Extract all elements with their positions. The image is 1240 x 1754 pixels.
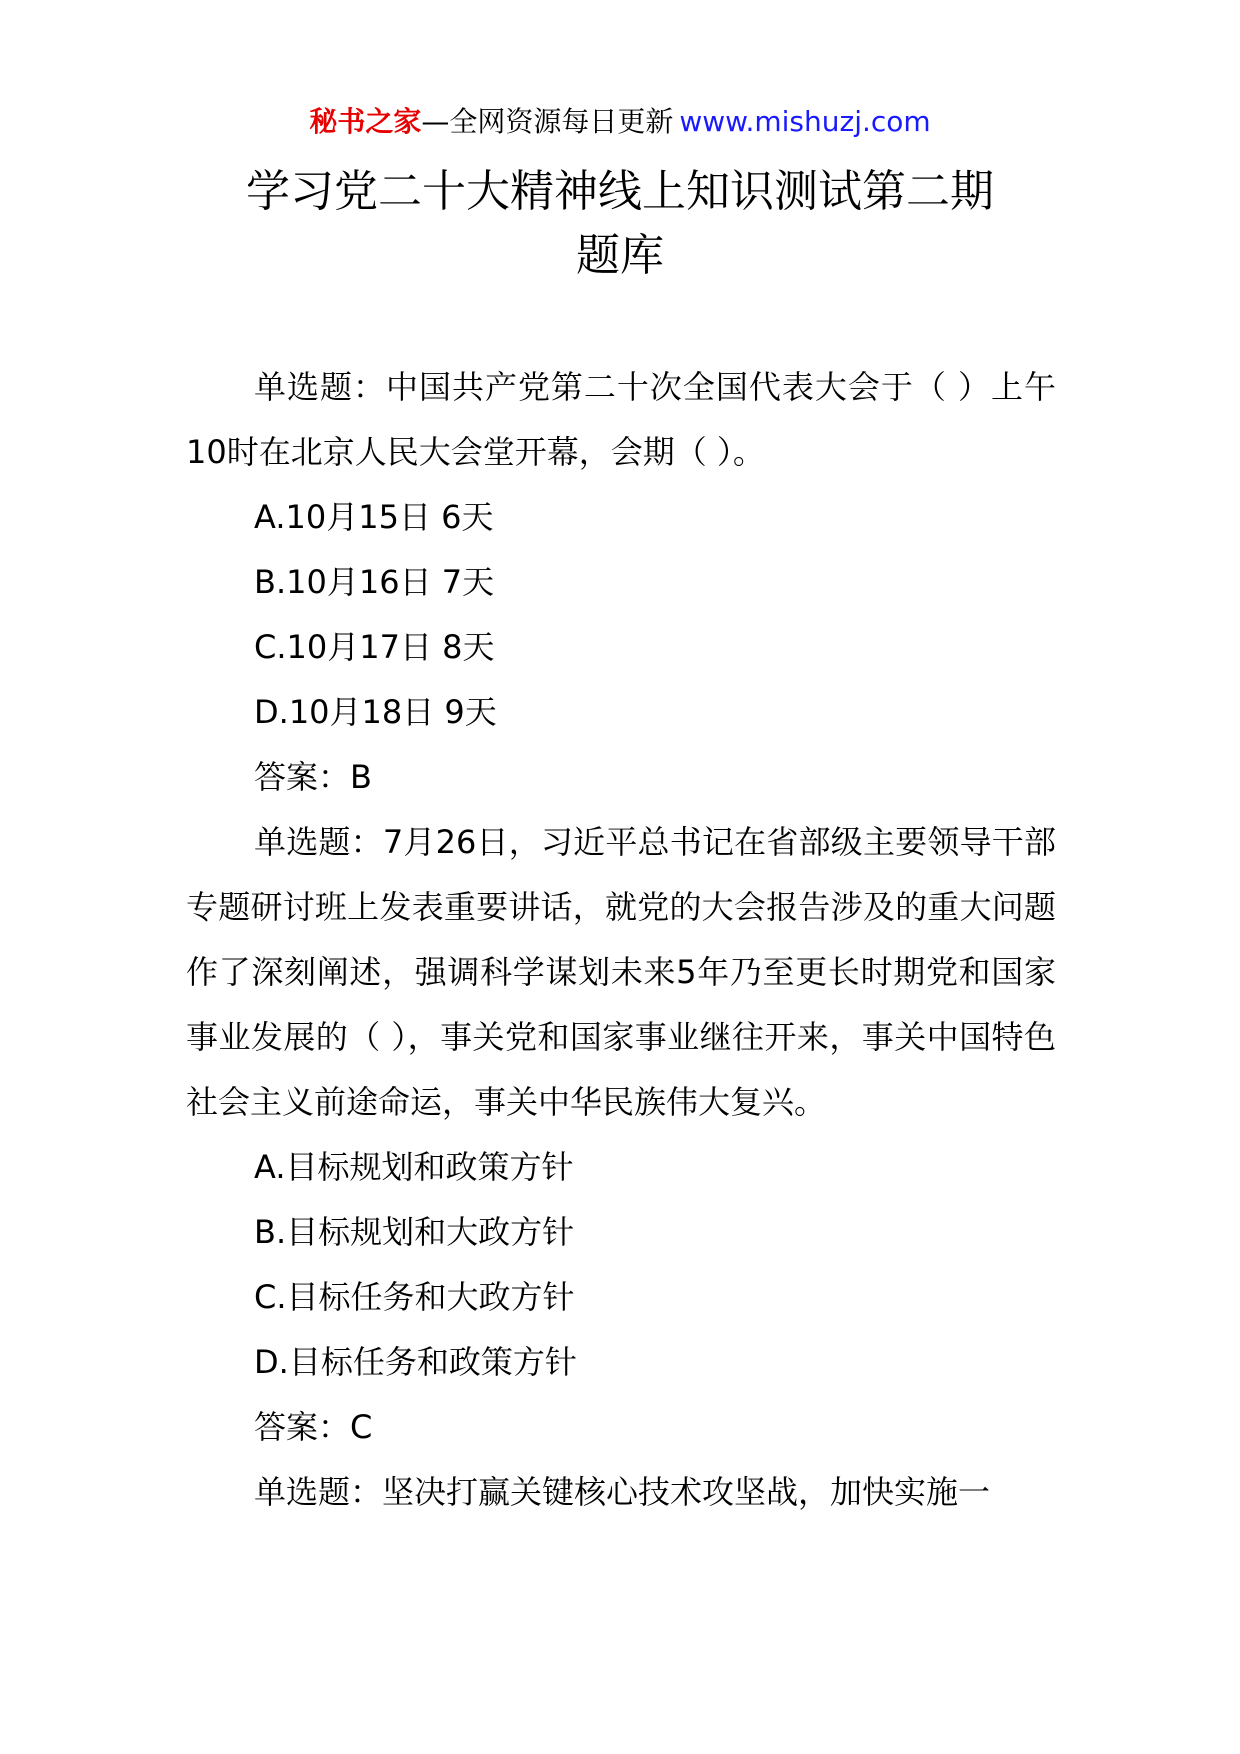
question-stem: 单选题：坚决打赢关键核心技术攻坚战，加快实施一 <box>254 1473 991 1511</box>
question-content <box>186 355 1056 1525</box>
option-c: C.10月17日 8天 <box>254 628 495 666</box>
question-stem: 单选题：7月26日，习近平总书记在省部级主要领导干部专题研讨班上发表重要讲话，就党的大会报告涉及的重大问题作了深刻阐述，强调科学谋划未来5年乃至更长时期党和国家事业发展的（ ），事关党和国家事业继往开来，事关中国特色社会主义前途命运，事关中华民族伟大复兴。 <box>186 823 1056 1121</box>
title-line-2: 题库 <box>576 230 664 281</box>
option-a: A.10月15日 6天 <box>254 498 494 536</box>
option-a: A.目标规划和政策方针 <box>254 1148 574 1186</box>
site-header <box>0 102 1240 142</box>
option-c: C.目标任务和大政方针 <box>254 1278 575 1316</box>
site-tagline: —全网资源每日更新 <box>421 105 674 138</box>
option-b: B.10月16日 7天 <box>254 563 495 601</box>
answer-line: 答案：C <box>254 1408 373 1446</box>
option-b: B.目标规划和大政方针 <box>254 1213 575 1251</box>
option-d: D.目标任务和政策方针 <box>254 1343 577 1381</box>
site-url-link[interactable]: www.mishuzj.com <box>679 105 931 138</box>
brand-name: 秘书之家 <box>309 105 422 138</box>
title-line-1: 学习党二十大精神线上知识测试第二期 <box>246 166 994 217</box>
answer-line: 答案：B <box>254 758 372 796</box>
document-title <box>0 160 1240 288</box>
option-d: D.10月18日 9天 <box>254 693 497 731</box>
question-stem: 单选题：中国共产党第二十次全国代表大会于（ ）上午10时在北京人民大会堂开幕，会期（ ）。 <box>186 368 1056 471</box>
